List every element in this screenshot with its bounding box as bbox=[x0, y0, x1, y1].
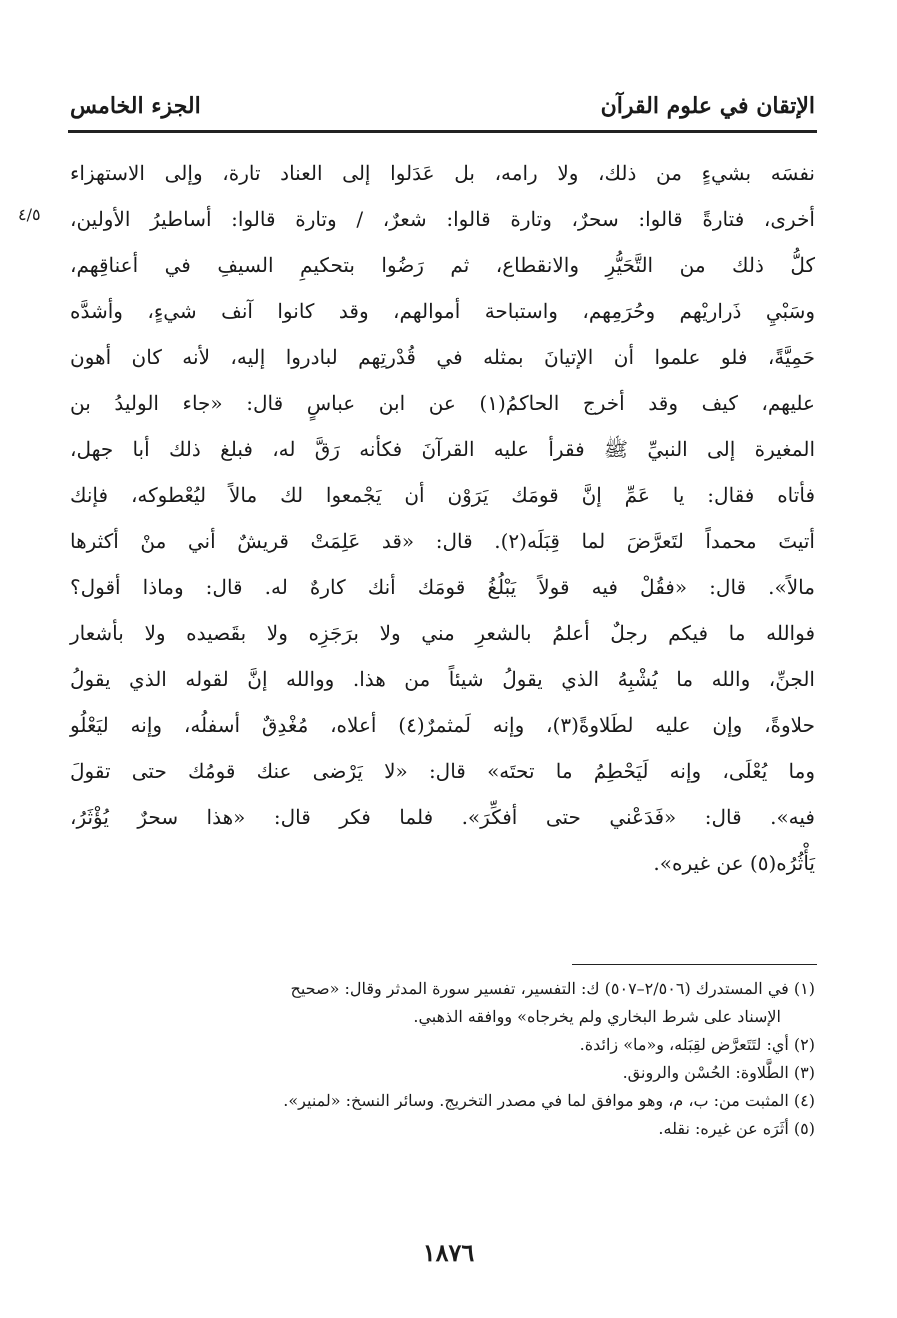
footnote-3: (٣) الطَّلاوة: الحُسْن والرونق. bbox=[622, 1063, 815, 1082]
text-line: مالاً». قال: «فقُلْ فيه قولاً يَبْلُغُ قومَك أنك كارهٌ له. قال: وماذا أقول؟ bbox=[70, 575, 815, 599]
text-line: الجنِّ، والله ما يُشْبِهُ الذي يقولُ شيئاً من هذا. ووالله إنَّ لقوله الذي يقولُ bbox=[70, 667, 815, 691]
text-line: فوالله ما فيكم رجلٌ أعلمُ بالشعرِ مني ولا برَجَزِه ولا بقَصيده ولا بأشعار bbox=[70, 621, 815, 645]
footnote-1-continued: الإسناد على شرط البخاري ولم يخرجاه» ووافقه الذهبي. bbox=[413, 1007, 781, 1026]
book-title: الإتقان في علوم القرآن bbox=[600, 93, 815, 119]
text-line: يَأْثُرُه(٥) عن غيره». bbox=[653, 851, 815, 875]
page-number: ١٨٧٦ bbox=[422, 1238, 475, 1267]
text-line: نفسَه بشيءٍ من ذلك، ولا رامه، بل عَدَلوا إلى العناد تارة، وإلى الاستهزاء bbox=[70, 161, 815, 185]
footnote-4: (٤) المثبت من: ب، م، وهو موافق لما في مصدر التخريج. وسائر النسخ: «لمنير». bbox=[283, 1091, 815, 1110]
text-line: كلُّ ذلك من التَّحَيُّرِ والانقطاع، ثم رَضُوا بتحكيمِ السيفِ في أعناقِهم، bbox=[70, 253, 815, 277]
text-line: حلاوةً، وإن عليه لطَلاوةً(٣)، وإنه لَمثمرٌ(٤) أعلاه، مُغْدِقٌ أسفلُه، وإنه ليَعْلُو bbox=[70, 713, 815, 737]
footnote-5: (٥) أثَرَه عن غيره: نقله. bbox=[658, 1119, 815, 1138]
text-line: المغيرة إلى النبيِّ ﷺ فقرأ عليه القرآنَ فكأنه رَقَّ له، فبلغ ذلك أبا جهل، bbox=[70, 437, 816, 461]
margin-reference: ٤/٥ bbox=[18, 205, 41, 224]
footnote-separator bbox=[572, 964, 817, 965]
footnote-2: (٢) أي: لتَتَعرَّض لقِبَله، و«ما» زائدة. bbox=[579, 1035, 815, 1054]
text-line: فأتاه فقال: يا عَمِّ إنَّ قومَك يَرَوْن أن يَجْمعوا لك مالاً ليُعْطوكه، فإنك bbox=[70, 483, 815, 507]
header-rule bbox=[68, 130, 817, 133]
text-line: حَمِيَّةً، فلو علموا أن الإتيانَ بمثله في قُدْرتِهم لبادروا إليه، لأنه كان أهون bbox=[70, 345, 815, 369]
text-line: وسَبْيِ ذَراريْهم وحُرَمِهم، واستباحة أموالهم، وقد كانوا آنف شيءٍ، وأشدَّه bbox=[70, 299, 815, 323]
volume-label: الجزء الخامس bbox=[70, 93, 201, 119]
main-text bbox=[70, 150, 815, 886]
running-header bbox=[70, 86, 815, 126]
text-line: وما يُعْلَى، وإنه لَيَحْطِمُ ما تحتَه» قال: «لا يَرْضى عنك قومُك حتى تقولَ bbox=[70, 759, 815, 783]
footnote-1: (١) في المستدرك (٢/٥٠٦–٥٠٧) ك: التفسير، تفسير سورة المدثر وقال: «صحيح bbox=[290, 979, 815, 998]
text-line: عليهم، كيف وقد أخرج الحاكمُ(١) عن ابن عباسٍ قال: «جاء الوليدُ بن bbox=[70, 391, 815, 415]
footnotes bbox=[70, 975, 815, 1143]
text-line: أتيتَ محمداً لتَعرَّضَ لما قِبَلَه(٢). قال: «قد عَلِمَتْ قريشٌ أني منْ أكثرها bbox=[70, 529, 815, 553]
text-line: أخرى، فتارةً قالوا: سحرٌ، وتارة قالوا: شعرٌ، / وتارة قالوا: أساطيرُ الأولين، bbox=[70, 207, 815, 231]
text-line: فيه». قال: «فَدَعْني حتى أفكِّرَ». فلما فكر قال: «هذا سحرٌ يُؤْثَرُ، bbox=[70, 805, 815, 829]
